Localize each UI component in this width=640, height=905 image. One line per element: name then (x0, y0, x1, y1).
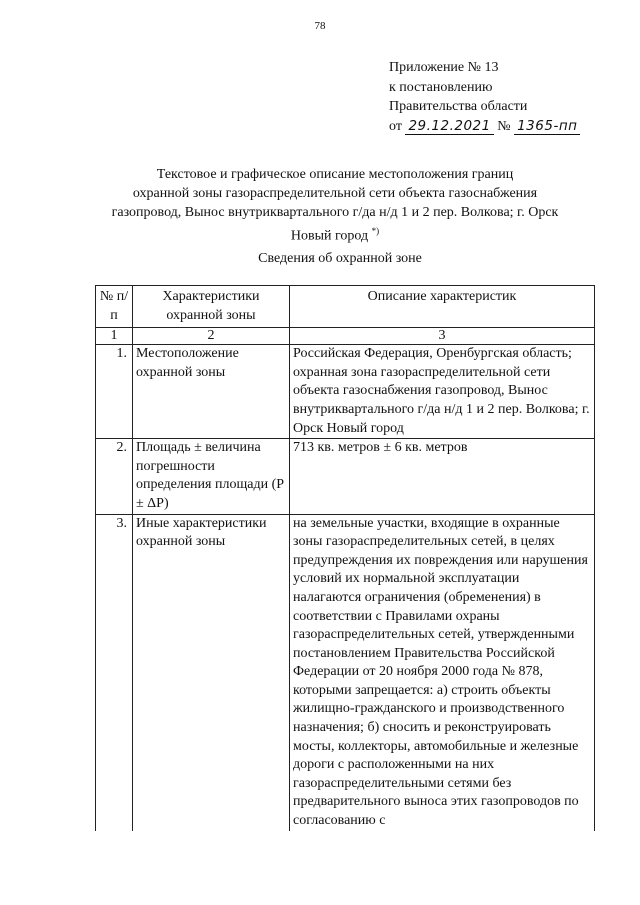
row-description: Российская Федерация, Оренбургская область; охранная зона газораспределительной сети объекта газоснабжения газопровод, Вынос внутриквартального г/да н/д 1 и 2 пер. Волкова; г. Орск Новый город (290, 345, 595, 439)
row-characteristic: Площадь ± величина погрешности определения площади (P ± ΔP) (133, 439, 290, 514)
row-number: 3. (96, 514, 133, 831)
row-number: 2. (96, 439, 133, 514)
title-line-3: газопровод, Вынос внутриквартального г/да н/д 1 и 2 пер. Волкова; г. Орск (111, 205, 559, 220)
column-index-1: 1 (96, 328, 133, 345)
row-characteristic: Иные характеристики охранной зоны (133, 514, 290, 831)
header-description: Описание характеристик (290, 286, 595, 328)
document-title (80, 165, 590, 246)
appendix-date-line (389, 117, 580, 137)
column-index-2: 2 (133, 328, 290, 345)
row-number: 1. (96, 345, 133, 439)
appendix-line-2: к постановлению (389, 79, 493, 95)
header-number: № п/п (96, 286, 133, 328)
title-place: Новый город (290, 228, 369, 244)
table-index-row (96, 328, 595, 345)
handwritten-number: 1365-пп (514, 118, 580, 135)
table-header-row (96, 286, 595, 328)
row-description: 713 кв. метров ± 6 кв. метров (290, 439, 595, 514)
title-line-2: охранной зоны газораспределительной сети объекта газоснабжения (132, 186, 538, 201)
table-row (96, 345, 595, 439)
row-characteristic: Местоположение охранной зоны (133, 345, 290, 439)
header-characteristic: Характеристики охранной зоны (133, 286, 290, 328)
appendix-line-3: Правительства области (389, 99, 528, 114)
section-subtitle: Сведения об охранной зоне (258, 251, 422, 266)
title-line-1: Текстовое и графическое описание местоположения границ (156, 167, 514, 182)
page-number: 78 (314, 20, 326, 32)
appendix-line-1: Приложение № 13 (389, 60, 499, 75)
appendix-block (389, 58, 580, 136)
date-prefix: от (389, 118, 402, 134)
table-row (96, 439, 595, 514)
footnote-mark: *) (371, 226, 380, 236)
table-row (96, 514, 595, 831)
row-description: на земельные участки, входящие в охранные зоны газораспределительных сетей, в целях предупреждения их повреждения или нарушения условий их нормальной эксплуатации налагаются ограничения (обременения) в соответствии с Правилами охраны газораспределительных сетей, утвержденными постановлением Правительства Российской Федерации от 20 ноября 2000 года № 878, которыми запрещается: а) строить объекты жилищно-гражданского и производственного назначения; б) сносить и реконструировать мосты, коллекторы, автомобильные и железные дороги с расположенными на них газораспределительными сетями без предварительного выноса этих газопроводов по согласованию с (290, 514, 595, 831)
number-sign: № (497, 118, 511, 134)
title-line-4 (80, 222, 590, 246)
handwritten-date: 29.12.2021 (405, 118, 493, 135)
zone-info-table (95, 285, 595, 831)
column-index-3: 3 (290, 328, 595, 345)
